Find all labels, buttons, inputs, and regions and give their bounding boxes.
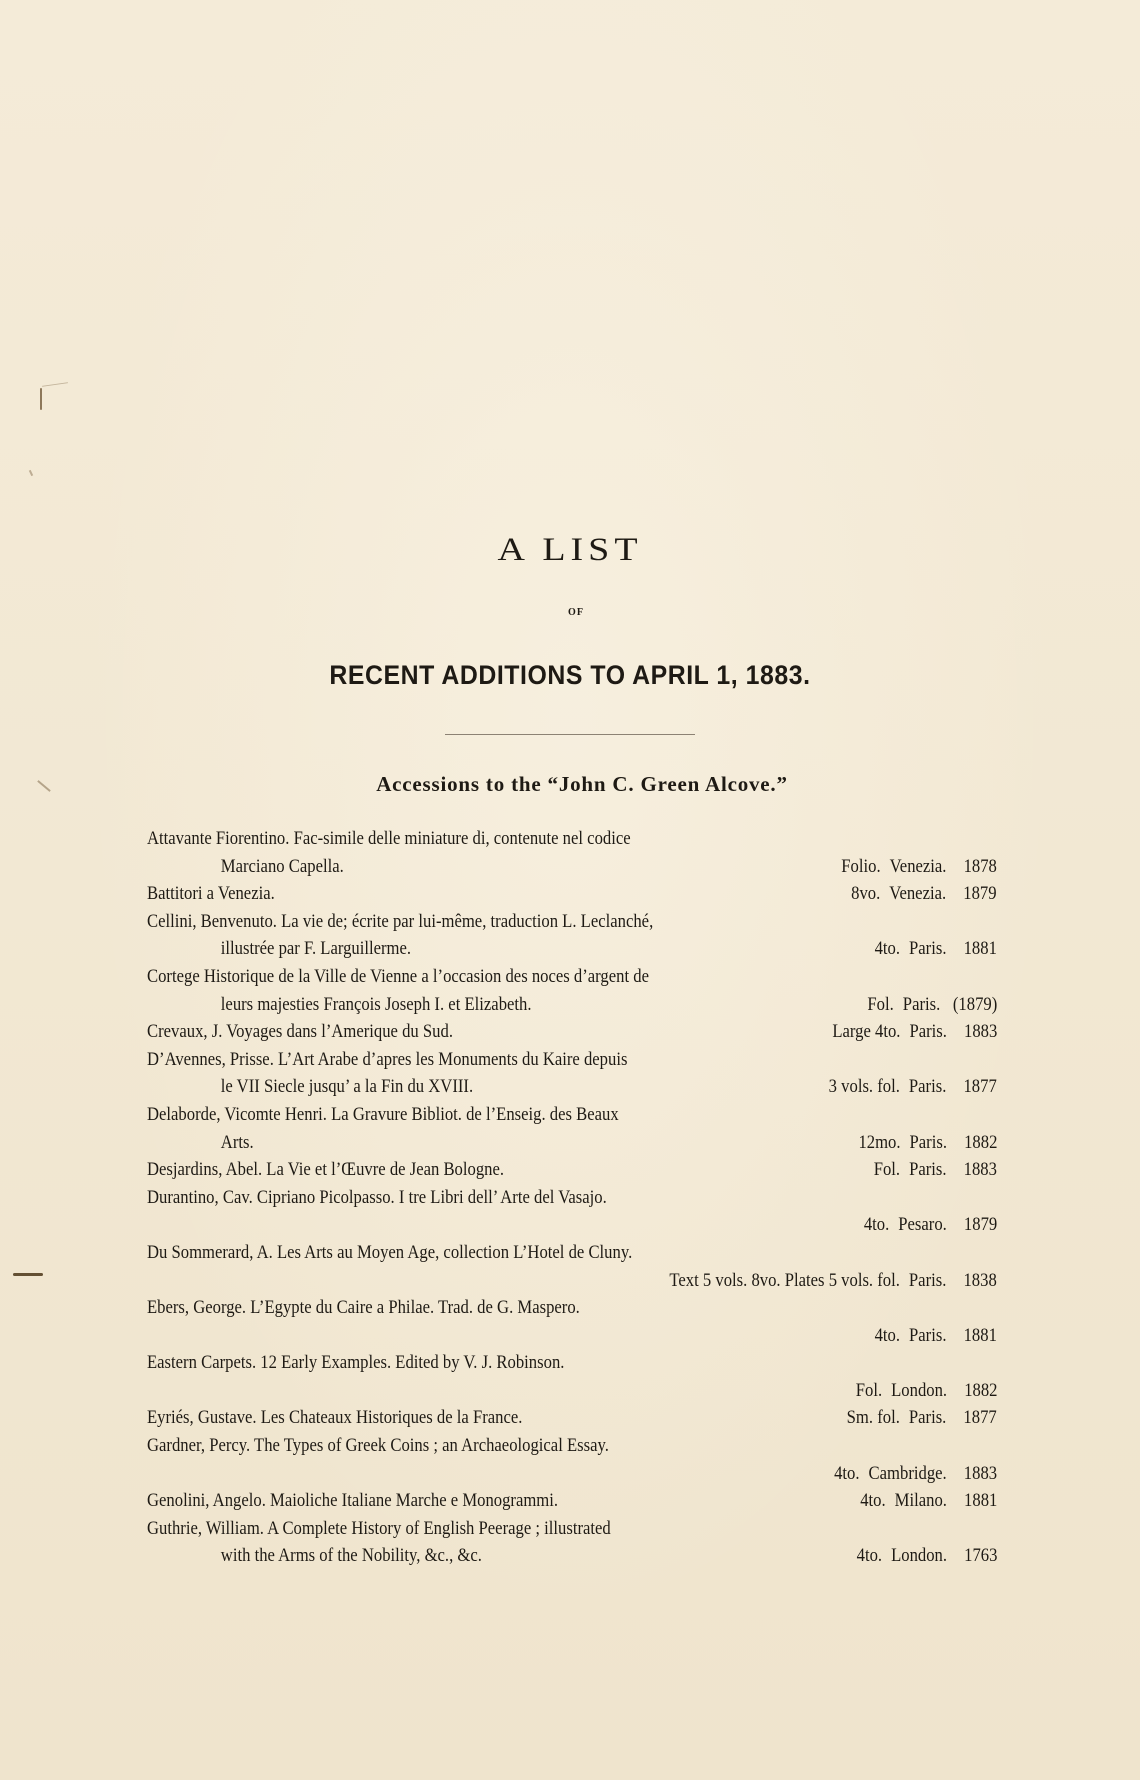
entry-format: Fol. <box>867 994 894 1015</box>
entry-format: Text 5 vols. 8vo. Plates 5 vols. fol. <box>669 1270 901 1291</box>
entry-line <box>147 1378 997 1406</box>
entry-place: Paris. <box>909 939 947 960</box>
publication-info <box>834 1461 997 1489</box>
entry-text: Genolini, Angelo. Maioliche Italiane Marche e Monogrammi. <box>147 1491 559 1512</box>
entry-line <box>147 1157 997 1185</box>
publication-info <box>829 1074 997 1102</box>
list-item <box>147 881 997 909</box>
entry-year: 1881 <box>963 1491 997 1512</box>
entry-place: London. <box>890 1380 947 1401</box>
entry-text: illustrée par F. Larguillerme. <box>220 939 412 960</box>
entry-format: 8vo. <box>851 884 881 905</box>
entry-format: 4to. <box>856 1546 882 1567</box>
list-item <box>147 1157 997 1185</box>
publication-info <box>875 936 997 964</box>
entry-format: Sm. fol. <box>846 1408 901 1429</box>
list-item <box>147 909 997 964</box>
entry-line <box>147 964 997 992</box>
entry-text: D’Avennes, Prisse. L’Art Arabe d’apres les Monuments du Kaire depuis <box>147 1049 628 1070</box>
entry-line <box>147 1212 997 1240</box>
list-item <box>147 1240 997 1295</box>
entry-line <box>147 1516 997 1544</box>
publication-info <box>841 854 997 882</box>
entry-text: Guthrie, William. A Complete History of English Peerage ; illustrated <box>147 1518 611 1539</box>
entry-place: Venezia. <box>889 884 947 905</box>
entry-year: 1763 <box>963 1546 997 1567</box>
entry-place: Paris. <box>909 1160 947 1181</box>
list-item <box>147 1405 997 1433</box>
entry-line <box>147 1047 997 1075</box>
section-heading: Accessions to the “John C. Green Alcove.” <box>376 772 788 796</box>
entry-text: Arts. <box>220 1132 254 1153</box>
divider-rule <box>445 734 695 735</box>
entry-format: 4to. <box>874 1325 901 1346</box>
entry-text: Gardner, Percy. The Types of Greek Coins ; an Archaeological Essay. <box>147 1436 609 1457</box>
list-item <box>147 1102 997 1157</box>
publication-info <box>874 1157 997 1185</box>
publication-info <box>832 1019 997 1047</box>
entry-year: 1882 <box>963 1132 997 1153</box>
entry-format: 3 vols. fol. <box>828 1077 901 1098</box>
entry-place: Paris. <box>902 994 941 1015</box>
entry-place: Paris. <box>909 1132 947 1153</box>
entry-format: Fol. <box>873 1160 901 1181</box>
page-blemish-mark <box>42 382 68 387</box>
publication-info <box>856 1543 997 1571</box>
entry-line <box>147 992 997 1020</box>
publication-info <box>847 1405 997 1433</box>
entry-year: 1877 <box>963 1077 997 1098</box>
entry-year: 1879 <box>963 884 997 905</box>
entry-text: Ebers, George. L’Egypte du Caire a Philae. Trad. de G. Maspero. <box>147 1298 580 1319</box>
list-item <box>147 964 997 1019</box>
entry-line <box>147 1240 997 1268</box>
entry-line <box>147 1019 997 1047</box>
list-item <box>147 1185 997 1240</box>
entry-place: Paris. <box>909 1270 947 1291</box>
entry-text: Du Sommerard, A. Les Arts au Moyen Age, collection L’Hotel de Cluny. <box>147 1242 633 1263</box>
entry-place: Cambridge. <box>868 1463 947 1484</box>
page-blemish-mark <box>40 388 42 410</box>
entry-line <box>147 1433 997 1461</box>
entry-line <box>147 1185 997 1213</box>
publication-info <box>875 1323 997 1351</box>
list-item <box>147 1488 997 1516</box>
entry-place: Paris. <box>909 1325 947 1346</box>
entry-place: Paris. <box>909 1022 947 1043</box>
entry-line <box>147 1268 997 1296</box>
title-connector: OF <box>568 607 584 618</box>
entry-year: 1881 <box>963 1325 997 1346</box>
publication-info <box>858 1130 997 1158</box>
entry-text: Cellini, Benvenuto. La vie de; écrite par lui-même, traduction L. Leclanché, <box>147 911 654 932</box>
entry-format: 4to. <box>859 1491 886 1512</box>
entry-line <box>147 1350 997 1378</box>
entry-line <box>147 1461 997 1489</box>
entry-format: Fol. <box>855 1380 882 1401</box>
entry-line <box>147 1543 997 1571</box>
entry-text: Eastern Carpets. 12 Early Examples. Edited by V. J. Robinson. <box>147 1353 565 1374</box>
entry-year: 1883 <box>963 1463 997 1484</box>
entry-line <box>147 1405 997 1433</box>
list-item <box>147 826 997 881</box>
accession-list <box>147 826 997 1571</box>
entry-year: 1878 <box>963 856 997 877</box>
publication-info <box>860 1488 997 1516</box>
entry-text: Eyriés, Gustave. Les Chateaux Historiques de la France. <box>147 1408 523 1429</box>
list-item <box>147 1350 997 1405</box>
entry-line <box>147 1488 997 1516</box>
publication-info <box>852 881 997 909</box>
list-item <box>147 1295 997 1350</box>
list-item <box>147 1047 997 1102</box>
entry-line <box>147 854 997 882</box>
entry-place: Venezia. <box>889 856 947 877</box>
entry-place: Milano. <box>894 1491 947 1512</box>
page-blemish-mark <box>13 1273 43 1276</box>
list-item <box>147 1433 997 1488</box>
entry-place: Pesaro. <box>898 1215 947 1236</box>
entry-year: 1838 <box>963 1270 997 1291</box>
entry-line <box>147 881 997 909</box>
entry-text: Marciano Capella. <box>220 856 344 877</box>
entry-year: (1879) <box>952 994 997 1015</box>
publication-info <box>864 1212 997 1240</box>
entry-text: Delaborde, Vicomte Henri. La Gravure Bibliot. de l’Enseig. des Beaux <box>147 1104 619 1125</box>
entry-text: Desjardins, Abel. La Vie et l’Œuvre de Jean Bologne. <box>147 1160 505 1181</box>
entry-format: Folio. <box>841 856 881 877</box>
entry-line <box>147 1102 997 1130</box>
entry-year: 1883 <box>963 1022 997 1043</box>
entry-format: Large 4to. <box>832 1022 901 1043</box>
page-blemish-mark <box>29 470 33 476</box>
entry-line <box>147 1295 997 1323</box>
page-subtitle: RECENT ADDITIONS TO APRIL 1, 1883. <box>329 660 811 690</box>
entry-text: le VII Siecle jusqu’ a la Fin du XVIII. <box>220 1077 474 1098</box>
entry-line <box>147 1323 997 1351</box>
entry-place: London. <box>890 1546 947 1567</box>
entry-year: 1879 <box>963 1215 997 1236</box>
entry-text: leurs majesties François Joseph I. et Elizabeth. <box>220 994 532 1015</box>
entry-text: with the Arms of the Nobility, &c., &c. <box>220 1546 482 1567</box>
entry-text: Cortege Historique de la Ville de Vienne a l’occasion des noces d’argent de <box>147 966 649 987</box>
publication-info <box>867 992 997 1020</box>
entry-text: Battitori a Venezia. <box>147 884 275 905</box>
entry-format: 12mo. <box>858 1132 901 1153</box>
entry-format: 4to. <box>863 1215 890 1236</box>
entry-year: 1883 <box>963 1160 997 1181</box>
entry-line <box>147 936 997 964</box>
entry-line <box>147 1130 997 1158</box>
entry-line <box>147 1074 997 1102</box>
entry-year: 1877 <box>963 1408 997 1429</box>
list-item <box>147 1516 997 1571</box>
entry-place: Paris. <box>909 1077 947 1098</box>
publication-info <box>670 1268 997 1296</box>
entry-text: Attavante Fiorentino. Fac-simile delle miniature di, contenute nel codice <box>147 829 631 849</box>
entry-year: 1881 <box>963 939 997 960</box>
entry-place: Paris. <box>909 1408 947 1429</box>
entry-format: 4to. <box>874 939 901 960</box>
page-title: A LIST <box>497 532 643 568</box>
entry-line <box>147 826 997 854</box>
entry-text: Durantino, Cav. Cipriano Picolpasso. I tre Libri dell’ Arte del Vasajo. <box>147 1187 607 1208</box>
list-item <box>147 1019 997 1047</box>
entry-format: 4to. <box>834 1463 860 1484</box>
publication-info <box>855 1378 997 1406</box>
entry-year: 1882 <box>963 1380 997 1401</box>
entry-line <box>147 909 997 937</box>
entry-text: Crevaux, J. Voyages dans l’Amerique du Sud. <box>147 1022 453 1043</box>
